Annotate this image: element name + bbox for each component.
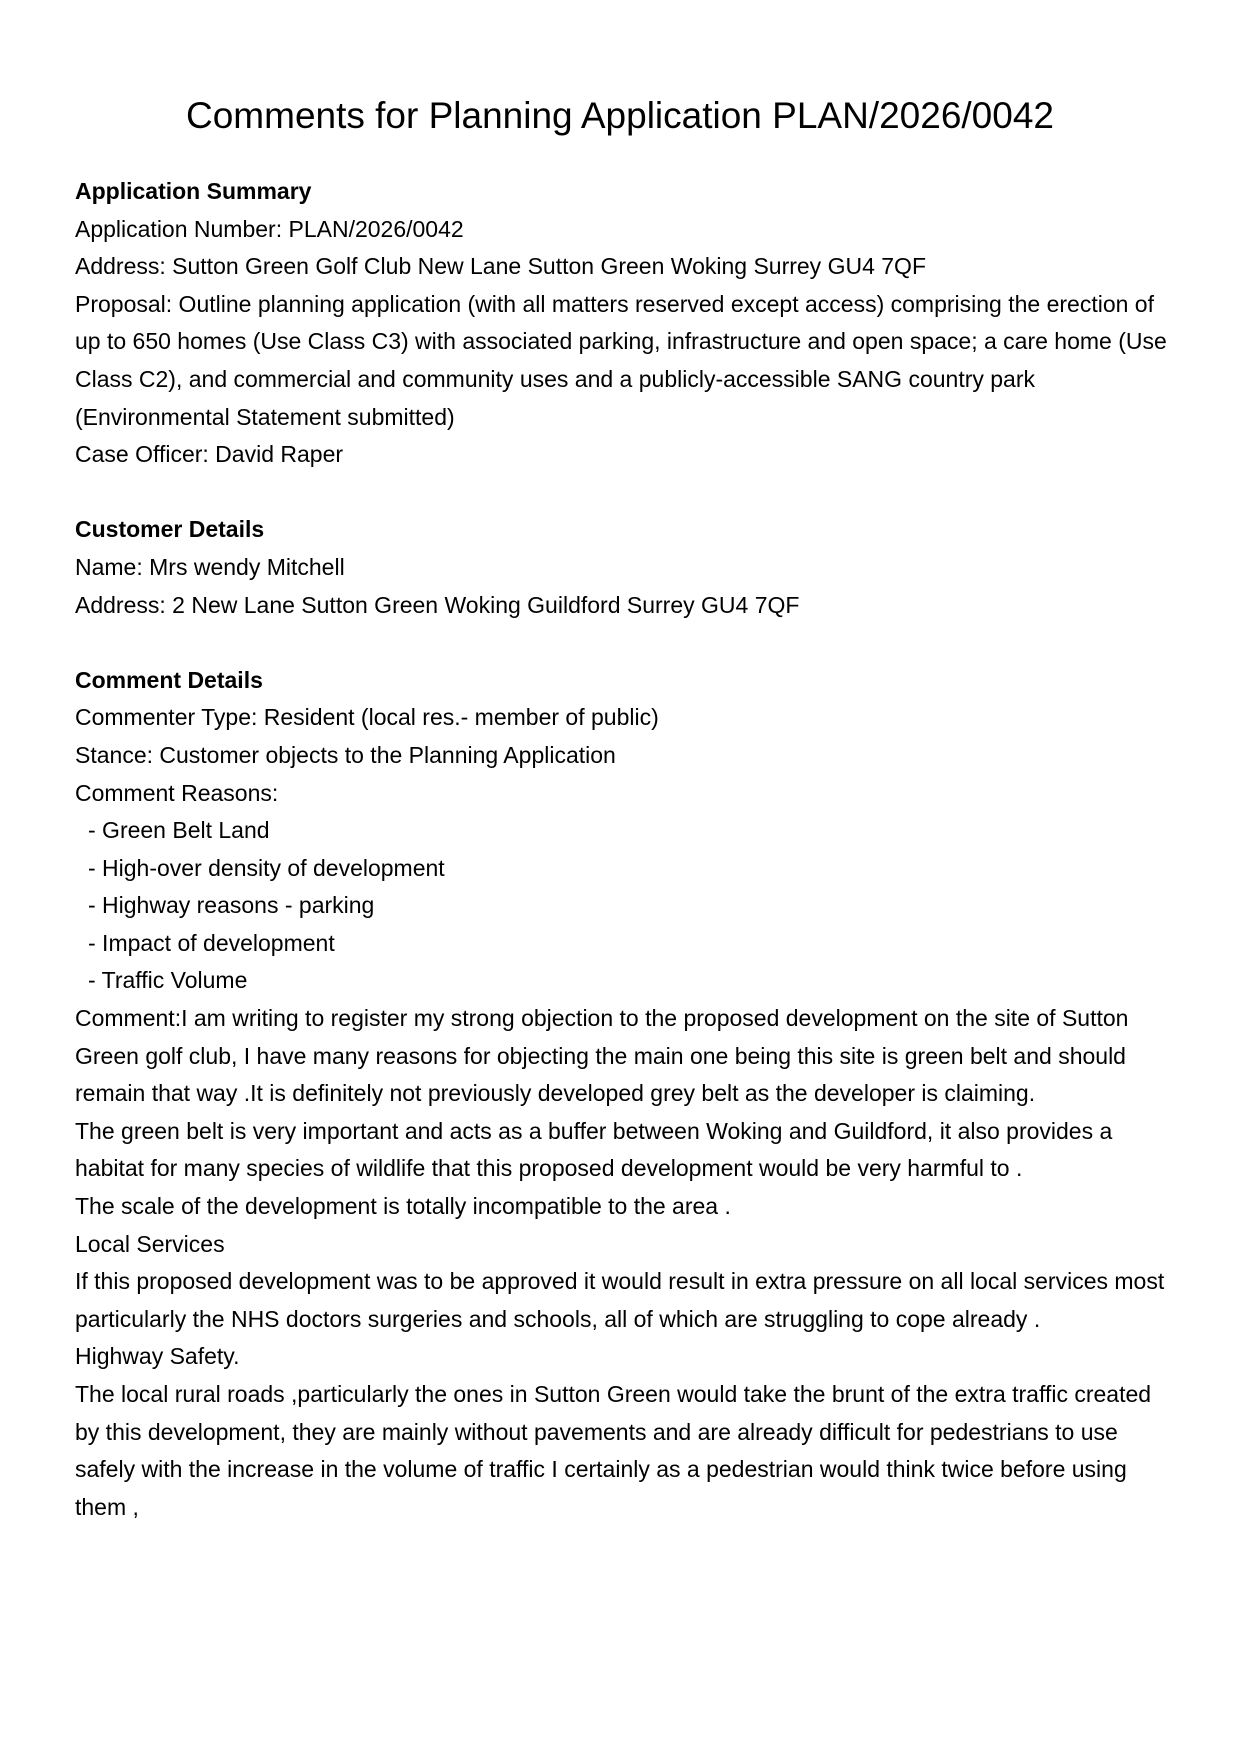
comment-reason-item: - Highway reasons - parking [88, 892, 375, 919]
application-number: Application Number: PLAN/2026/0042 [75, 215, 464, 242]
application-summary-section [75, 173, 1180, 474]
comment-paragraph: The green belt is very important and acts as a buffer between Woking and Guildford, it also provides a habitat for many species of wildlife that this proposed development would be very harmful to . [75, 1117, 1113, 1182]
comment-stance: Stance: Customer objects to the Planning Application [75, 741, 616, 768]
comment-reason-item: - Green Belt Land [88, 817, 270, 844]
application-proposal: Proposal: Outline planning application (with all matters reserved except access) comprising the erection of up to 650 homes (Use Class C3) with associated parking, infrastructure and open space; a care home (Use Class C2), and commercial and community uses and a publicly-accessible SANG country park (Environmental Statement submitted) [75, 290, 1167, 430]
comment-paragraph: Comment:I am writing to register my strong objection to the proposed development on the site of Sutton Green golf club, I have many reasons for objecting the main one being this site is green belt and should remain that way .It is definitely not previously developed grey belt as the developer is claiming. [75, 1005, 1129, 1107]
case-officer: Case Officer: David Raper [75, 441, 344, 468]
comment-reason-item: - High-over density of development [88, 854, 445, 881]
customer-address: Address: 2 New Lane Sutton Green Woking Guildford Surrey GU4 7QF [75, 591, 800, 618]
comment-reasons-label: Comment Reasons: [75, 779, 279, 806]
comment-reason-item: - Traffic Volume [88, 967, 248, 994]
comment-details-section [75, 662, 1180, 1527]
comment-paragraph: The local rural roads ,particularly the ones in Sutton Green would take the brunt of the extra traffic created by this development, they are mainly without pavements and are already difficult for pedestrians to use safely with the increase in the volume of traffic I certainly as a pedestrian would think twice before using them , [75, 1381, 1152, 1520]
comment-paragraph: If this proposed development was to be approved it would result in extra pressure on all local services most particularly the NHS doctors surgeries and schools, all of which are struggling to cope already . [75, 1268, 1165, 1332]
customer-details-heading: Customer Details [75, 516, 265, 543]
comment-subheading: Local Services [75, 1230, 225, 1257]
comment-reason-item: - Impact of development [88, 929, 335, 956]
comment-details-heading: Comment Details [75, 666, 263, 693]
commenter-type: Commenter Type: Resident (local res.- member of public) [75, 704, 659, 731]
comment-paragraph: The scale of the development is totally incompatible to the area . [75, 1193, 731, 1220]
customer-details-section [75, 511, 1180, 624]
comment-subheading: Highway Safety. [75, 1343, 240, 1370]
customer-name: Name: Mrs wendy Mitchell [75, 553, 345, 580]
page-title: Comments for Planning Application PLAN/2026/0042 [186, 95, 1054, 136]
application-summary-heading: Application Summary [75, 178, 312, 204]
document-page [75, 92, 1180, 1526]
application-address: Address: Sutton Green Golf Club New Lane Sutton Green Woking Surrey GU4 7QF [75, 253, 926, 280]
